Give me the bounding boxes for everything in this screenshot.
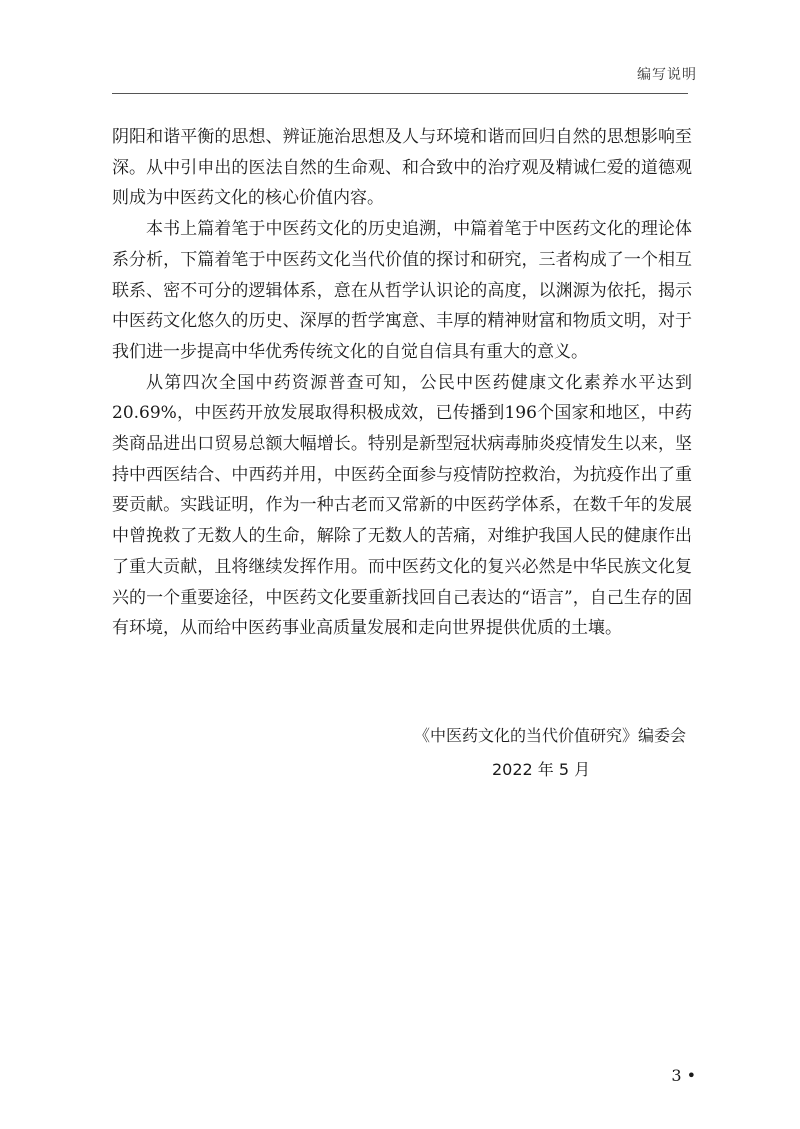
signature-block [0, 723, 800, 746]
paragraph-3: 从第四次全国中药资源普查可知，公民中医药健康文化素养水平达到20.69%，中医药开放发展取得积极成效，已传播到196个国家和地区，中药类商品进出口贸易总额大幅增长。特别是新型冠状病毒肺炎疫情发生以来，坚持中西医结合、中西药并用，中医药全面参与疫情防控救治，为抗疫作出了重要贡献。实践证明，作为一种古老而又常新的中医药学体系，在数千年的发展中曾挽救了无数人的生命，解除了无数人的苦痛，对维护我国人民的健康作出了重大贡献，且将继续发挥作用。而中医药文化的复兴必然是中华民族文化复兴的一个重要途径，中医药文化要重新找回自己表达的“语言”，自己生存的固有环境，从而给中医药事业高质量发展和走向世界提供优质的土壤。 [112, 372, 692, 639]
paragraph-2: 本书上篇着笔于中医药文化的历史追溯，中篇着笔于中医药文化的理论体系分析，下篇着笔于中医药文化当代价值的探讨和研究，三者构成了一个相互联系、密不可分的逻辑体系，意在从哲学认识论的高度，以渊源为依托，揭示中医药文化悠久的历史、深厚的哲学寓意、丰厚的精神财富和物质文明，对于我们进一步提高中华优秀传统文化的自觉自信具有重大的意义。 [112, 219, 692, 362]
header-divider [112, 93, 688, 94]
page-number-value: 3 [671, 1066, 682, 1085]
page-number-bullet: • [686, 1066, 696, 1085]
page-number [671, 1066, 696, 1085]
running-header-section-title: 编写说明 [637, 67, 697, 83]
body-text [112, 122, 692, 644]
signature-date: 2022 年 5 月 [492, 760, 591, 779]
signature-committee: 《中医药文化的当代价值研究》编委会 [413, 726, 686, 745]
paragraph-1: 阴阳和谐平衡的思想、辨证施治思想及人与环境和谐而回归自然的思想影响至深。从中引申出的医法自然的生命观、和合致中的治疗观及精诚仁爱的道德观则成为中医药文化的核心价值内容。 [112, 127, 692, 209]
